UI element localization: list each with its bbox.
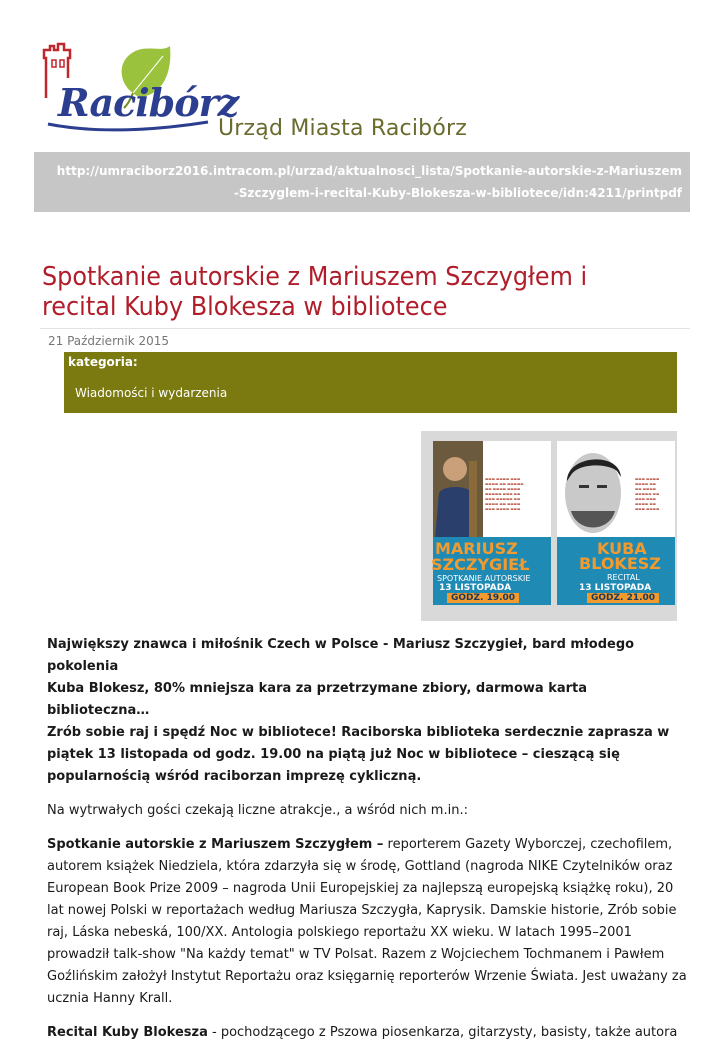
poster-panel-blokesz [557,441,675,601]
article-item-szczygiel [47,834,687,1010]
poster-left-band [433,537,551,605]
lead-line: Kuba Blokesz, 80% mniejsza kara za przetrzymane zbiory, darmowa karta biblioteczna… [47,681,588,718]
item-blokesz-text: - pochodzącego z Pszowa piosenkarza, gitarzysty, basisty, także autora [207,1025,678,1040]
site-name: Urząd Miasta Racibórz [218,116,467,141]
event-poster-image [421,431,677,621]
category-label: kategoria: [68,355,138,369]
poster-left-name-1: MARIUSZ [435,539,518,558]
article-title: Spotkanie autorskie z Mariuszem Szczygłem i recital Kuby Blokesza w bibliotece [42,262,588,322]
title-divider [40,328,690,329]
poster-right-band [557,537,675,605]
article-item-blokesz [47,1022,687,1044]
poster-right-date: 13 LISTOPADA [579,583,652,593]
article-intro: Na wytrwałych gości czekają liczne atrakcje., a wśród nich m.in.: [47,803,468,818]
item-szczygiel-heading: Spotkanie autorskie z Mariuszem Szczygłem – [47,837,384,852]
lead-line: piątek 13 listopada od godz. 19.00 na piątą już Noc w bibliotece – cieszącą się [47,747,620,762]
poster-right-name-2: BLOKESZ [579,554,661,573]
item-szczygiel-text: reporterem Gazety Wyborczej, czechofilem, autorem książek Niedziela, która zdarzyła się w środę, Gottland (nagroda NIKE Czytelników oraz European Book Prize 2009 – nagroda Unii Europejskiej za najlepszą europejską książkę roku), 20 lat nowej Polski w reportażach według Mariusza Szczygła, Kaprysik. Damskie historie, Zrób sobie raj, Láska nebeská, 100/XX. Antologia polskiego reportażu XX wieku. W latach 1995–2001 prowadził talk-show "Na każdy temat" w TV Polsat. Razem z Wojciechem Tochmanem i Pawłem Goźlińskim założył Instytut Reportażu oraz księgarnię reporterów Wrzenie Świata. Jest uważany za ucznia Hanny Krall. [47,837,687,1006]
page-url-line-2: -Szczyglem-i-recital-Kuby-Blokesza-w-bibliotece/idn:4211/printpdf [233,186,682,200]
article-date: 21 Październik 2015 [48,334,170,348]
category-box [64,352,677,413]
item-blokesz-heading: Recital Kuby Blokesza [47,1025,208,1040]
poster-right-hour: GODZ. 21.00 [587,593,659,603]
category-value: Wiadomości i wydarzenia [75,386,228,400]
raciborz-logo [38,38,239,138]
poster-left-hour: GODZ. 19.00 [447,593,519,603]
page-url-line-1: http://umraciborz2016.intracom.pl/urzad/aktualnosci_lista/Spotkanie-autorskie-z-Mariuszem [56,164,682,178]
article-lead [47,634,687,788]
lead-line: Zrób sobie raj i spędź Noc w bibliotece! Raciborska biblioteka serdecznie zaprasza w [47,725,670,740]
lead-line: popularnością wśród raciborzan imprezę cykliczną. [47,769,422,784]
poster-panel-szczygiel [433,441,551,601]
poster-left-blurb: ▬▬▬ ▬▬▬▬ ▬▬▬ ▬▬▬▬ ▬▬ ▬▬▬▬▬ ▬▬ ▬▬▬▬ ▬▬▬▬ ▬▬▬▬▬ ▬▬▬ ▬▬ ▬▬▬ ▬▬▬▬▬ ▬▬ ▬▬▬▬ ▬▬ ▬▬▬▬ ▬▬▬ ▬▬▬▬ ▬▬▬ [485,477,524,511]
svg-text:Racibórz: Racibórz [58,80,239,125]
poster-right-name-1: KUBA [597,539,647,558]
page-url-box [34,152,690,212]
lead-line: Największy znawca i miłośnik Czech w Polsce - Mariusz Szczygieł, bard młodego pokolenia [47,637,635,674]
raciborz-logo-graphic [38,38,239,138]
poster-left-date: 13 LISTOPADA [439,583,512,593]
article-body [47,634,687,1056]
poster-left-sub: SPOTKANIE AUTORSKIE [437,574,531,583]
poster-left-name-2: SZCZYGIEŁ [431,555,530,574]
poster-right-blurb: ▬▬▬ ▬▬▬▬ ▬▬▬▬ ▬▬ ▬▬ ▬▬▬▬ ▬▬▬▬▬ ▬▬ ▬▬▬ ▬▬▬ ▬▬▬▬ ▬▬ ▬▬▬ ▬▬▬▬ [635,477,660,511]
poster-right-sub: RECITAL [607,573,640,582]
